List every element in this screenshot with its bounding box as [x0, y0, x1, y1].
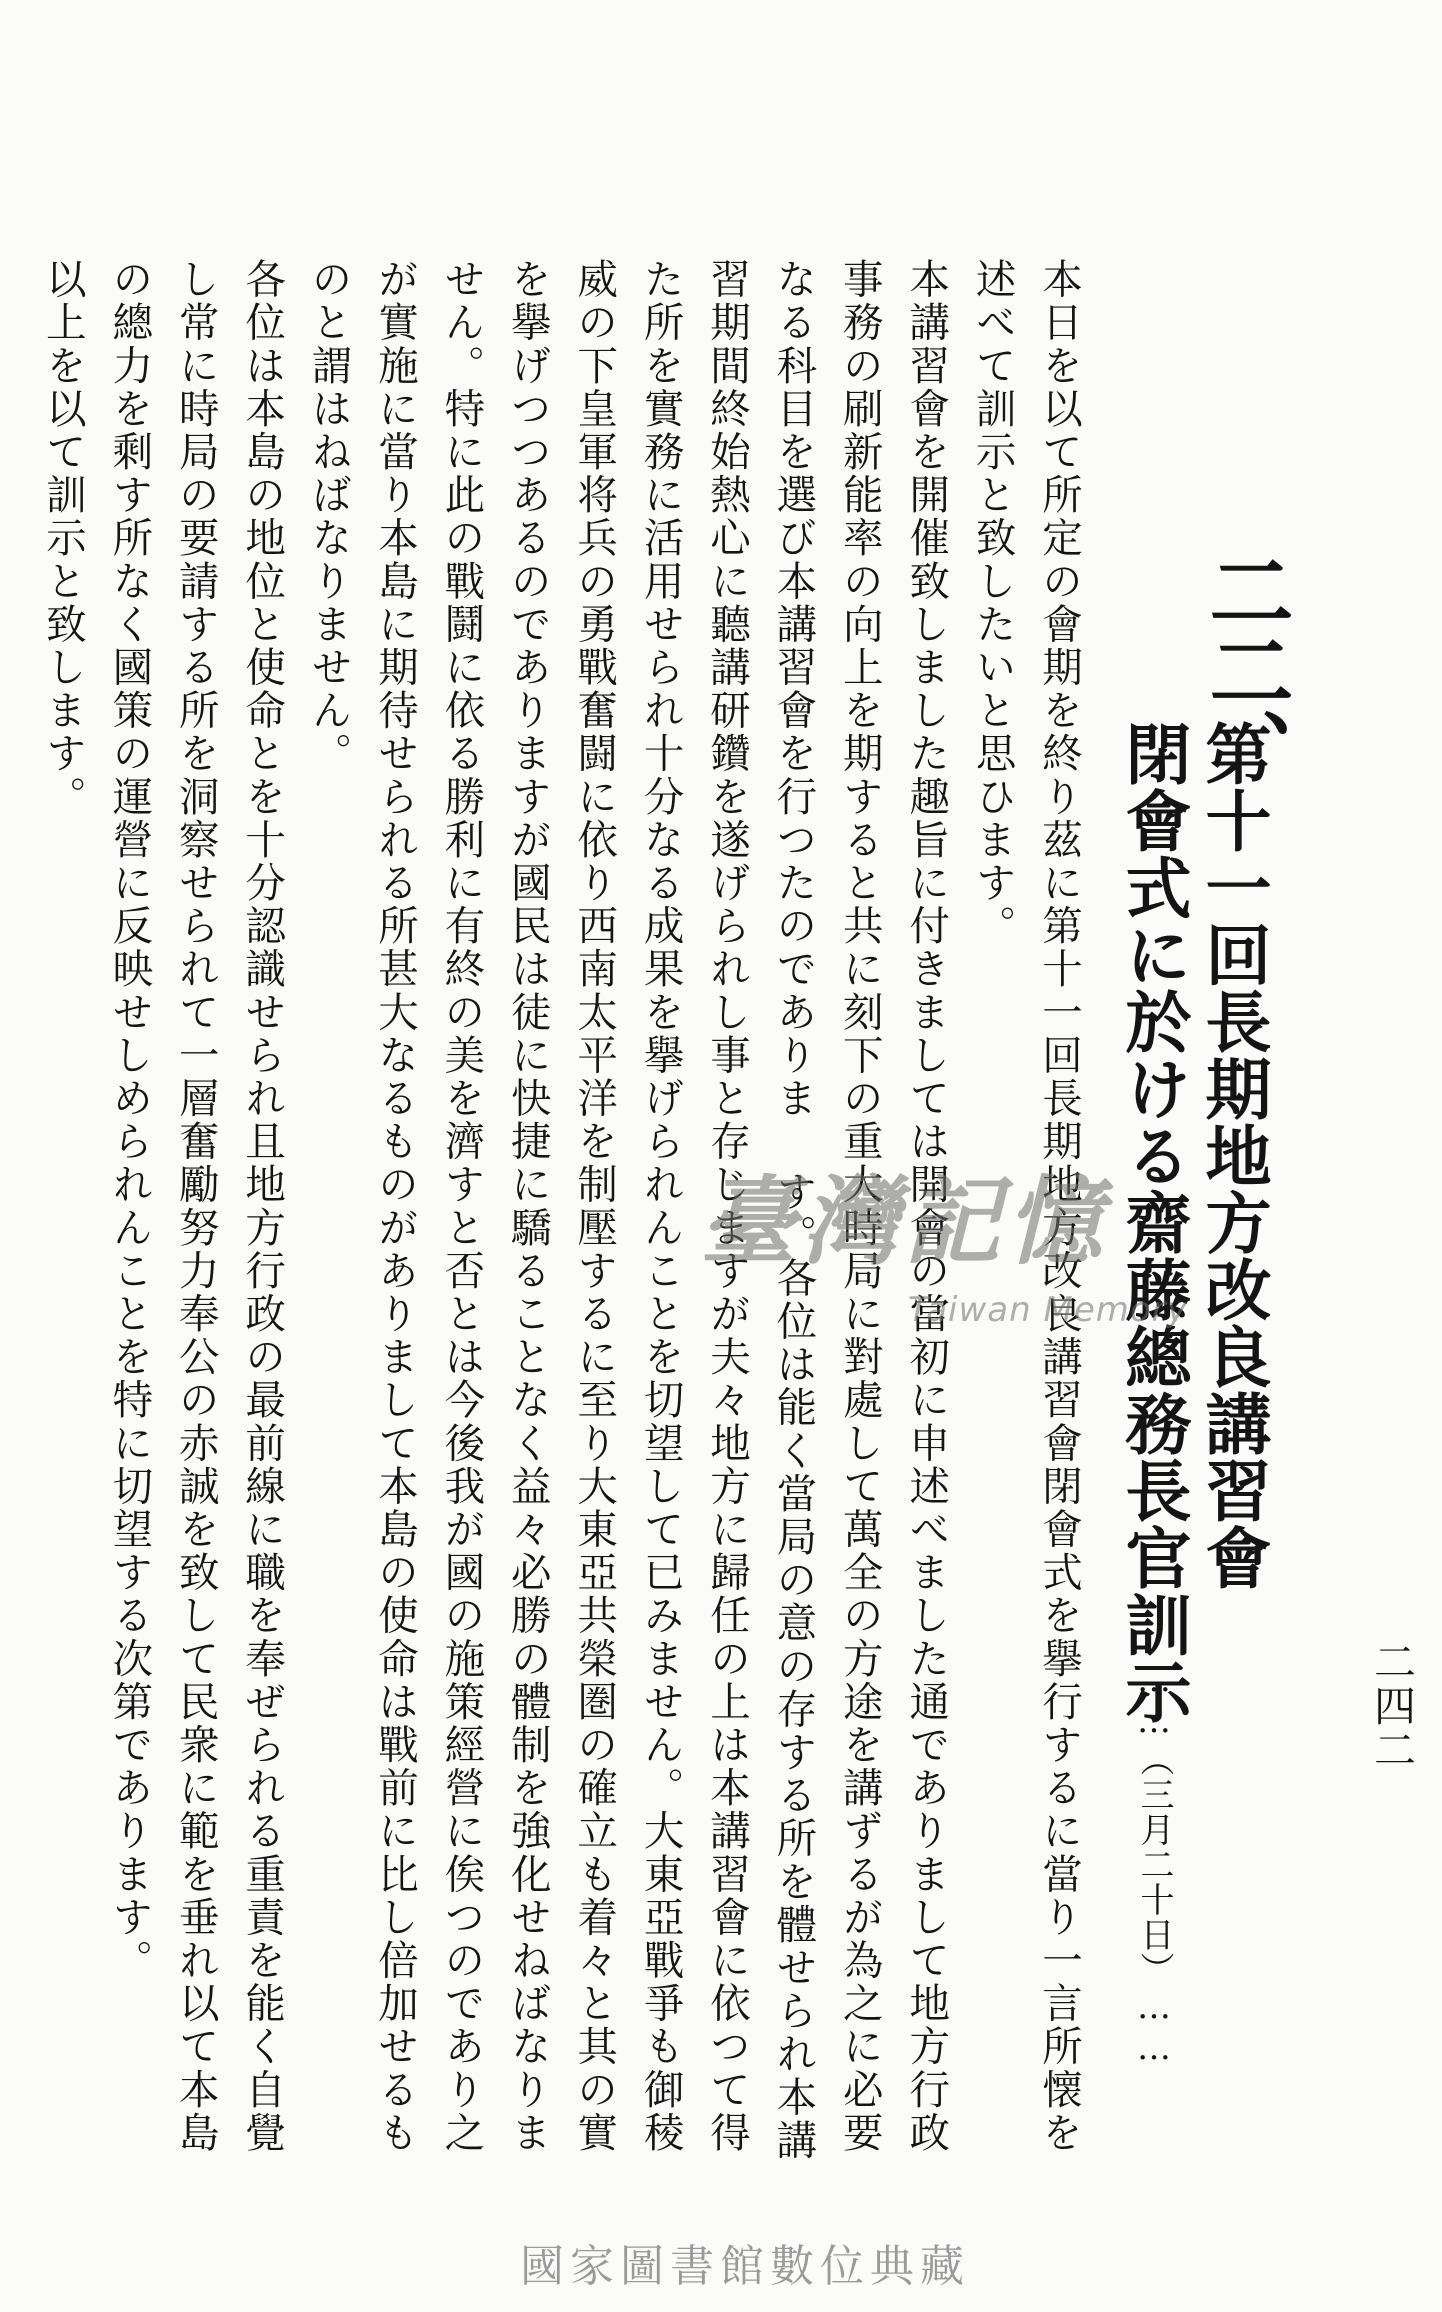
page-number: 二四二: [1368, 1640, 1417, 1772]
watermark-logo: 臺灣記憶: [700, 1165, 1108, 1278]
section-number: 二二、: [1196, 548, 1295, 788]
section-title-line-1: 第十一回長期地方改良講習會: [1194, 720, 1272, 1591]
section-date: ……（三月二十日）……: [1134, 1660, 1174, 2069]
section-title-line-2: 閉會式に於ける齋藤總務長官訓示: [1114, 720, 1192, 1725]
watermark-subtext: Taiwan Memory: [908, 1290, 1188, 1330]
paragraph-appeal: 各位は本島の地位と使命とを十分認識せられ且地方行政の最前線に職を奉ぜられる重責を能く自覺し常に時局の要請する所を洞察せられて一層奮勵努力奉公の赤誠を致して民衆に範を垂れ以て本島の總力を剩す所なく國策の運營に反映せしめられんことを特に切望する次第であります。: [105, 258, 287, 2155]
archive-footer: 國家圖書館數位典藏: [520, 2241, 970, 2292]
paragraph-purpose: 本講習會を開催致しました趣旨に付きましては開會の當初に申述べました通でありまして地方行政事務の刷新能率の向上を期すると共に刻下の重大時局に對處して萬全の方途を講ずるが為之に必要なる科目を選び本講習會を行つたのでありま す。各位は能く當局の意の存する所を體せられ本講習期間終始熱心に聽講研鑽を遂げられし事と存じますが夫々地方に歸任の上は本講習會に依つて得た所を實務に活用せられ十分なる成果を擧げられんことを切望して已みません。大東亞戰爭も御稜威の下皇軍将兵の勇戰奮闘に依り西南太平洋を制壓するに至り大東亞共榮圏の確立も着々と其の實を擧げつつあるのでありますが國民は徒に快捷に驕ることなく益々必勝の體制を強化せねばなりません。特に此の戰鬪に依る勝利に有終の美を濟すと否とは今後我が國の施策經營に俟つのであり之が實施に當り本島に期待せられる所甚大なるものがありまして本島の使命は戰前に比し倍加せるものと謂はねばなりません。: [304, 258, 951, 2162]
paragraph-closing: 以上を以て訓示と致します。: [38, 258, 87, 819]
paragraph-opening: 本日を以て所定の會期を終り茲に第十一回長期地方改良講習會閉會式を擧行するに當り一言所懐を述べて訓示と致したいと思ひます。: [968, 258, 1083, 2155]
